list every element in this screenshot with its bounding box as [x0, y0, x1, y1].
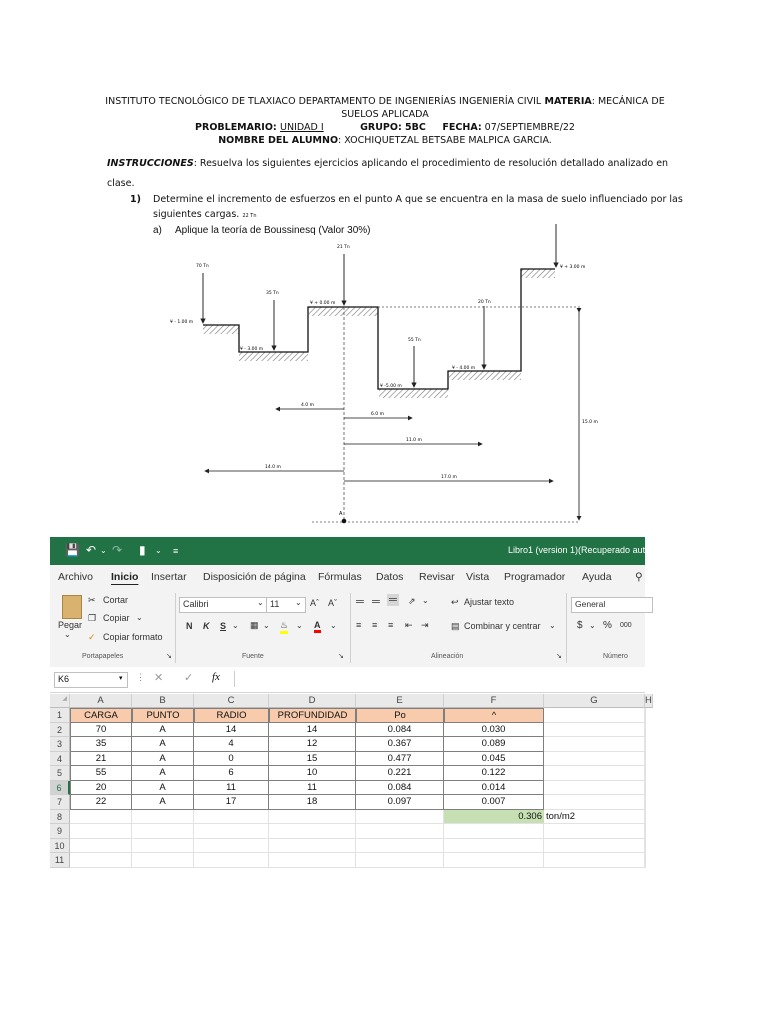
column-header-f[interactable]: F — [444, 694, 544, 708]
copy-dropdown-icon[interactable]: ⌄ — [136, 613, 143, 622]
fill-color-icon[interactable]: ♨ — [280, 620, 288, 634]
grid-cell[interactable] — [269, 839, 356, 854]
align-center-icon[interactable]: ≡ — [372, 620, 378, 630]
header-cell[interactable]: PUNTO — [132, 708, 194, 723]
tab-datos[interactable]: Datos — [376, 571, 404, 583]
materia-value: : MECÁNICA DE — [591, 96, 665, 107]
align-middle-icon[interactable]: ═ — [372, 596, 380, 608]
level-label: ¥ - 4.00 m — [452, 366, 476, 371]
cut-icon[interactable]: ✂ — [88, 595, 96, 605]
merge-icon[interactable]: ▤ — [451, 621, 460, 631]
data-cell[interactable]: 0.014 — [444, 781, 544, 796]
grid-cell[interactable] — [194, 853, 269, 868]
dialog-launcher-icon[interactable]: ↘ — [556, 653, 562, 660]
formula-input[interactable] — [236, 672, 645, 686]
data-cell[interactable]: 0.084 — [356, 781, 444, 796]
grid-cell[interactable] — [645, 723, 646, 738]
grid-cell[interactable] — [444, 824, 544, 839]
grid-cell[interactable] — [356, 839, 444, 854]
chevron-down-icon: ▾ — [119, 675, 123, 682]
tab-formulas[interactable]: Fórmulas — [318, 571, 362, 583]
load-label: 21 Tn — [337, 245, 350, 250]
load-label: 55 Tn — [408, 338, 421, 343]
grid-cell[interactable] — [70, 824, 132, 839]
grid-cell[interactable] — [132, 824, 194, 839]
decrease-font-icon[interactable]: Aˇ — [328, 598, 337, 608]
dimension-label: 15.0 m — [582, 420, 598, 425]
font-name-box[interactable] — [179, 597, 267, 613]
orientation-icon[interactable]: ⇗ — [408, 596, 416, 606]
percent-icon[interactable]: % — [603, 620, 612, 631]
load-label: 20 Tn — [478, 300, 491, 305]
column-header-c[interactable]: C — [194, 694, 269, 708]
merge-dropdown-icon[interactable]: ⌄ — [549, 621, 556, 630]
data-cell[interactable]: A — [132, 781, 194, 796]
number-format-box[interactable] — [571, 597, 653, 613]
ribbon-separator — [175, 593, 176, 663]
data-cell[interactable]: A — [132, 737, 194, 752]
borders-dropdown-icon[interactable]: ⌄ — [263, 621, 270, 630]
orientation-dropdown-icon[interactable]: ⌄ — [422, 596, 429, 605]
data-cell[interactable]: 11 — [269, 781, 356, 796]
grid-cell[interactable] — [356, 810, 444, 825]
data-cell[interactable]: 0.221 — [356, 766, 444, 781]
grid-cell[interactable] — [645, 737, 646, 752]
wrap-text-icon[interactable]: ↩ — [451, 597, 459, 607]
grid-cell[interactable] — [645, 766, 646, 781]
grid-cell[interactable] — [544, 708, 645, 723]
tab-insertar[interactable]: Insertar — [151, 571, 187, 583]
cancel-icon[interactable]: ✕ — [154, 672, 164, 684]
grid-cell[interactable] — [645, 853, 646, 868]
data-cell[interactable]: 0.122 — [444, 766, 544, 781]
fill-dropdown-icon[interactable]: ⌄ — [296, 621, 303, 630]
level-label: ¥ + 3.00 m — [560, 265, 586, 270]
font-size-value: 11 — [270, 599, 280, 609]
header-cell[interactable]: Po — [356, 708, 444, 723]
header-cell[interactable]: CARGA — [70, 708, 132, 723]
wrap-text-label[interactable]: Ajustar texto — [464, 597, 515, 607]
chevron-down-icon: ⌄ — [295, 598, 302, 607]
format-painter-icon[interactable]: ✓ — [88, 632, 96, 642]
dimension-label: 4.0 m — [301, 403, 314, 408]
data-cell[interactable]: 21 — [70, 752, 132, 767]
font-color-dropdown-icon[interactable]: ⌄ — [330, 621, 337, 630]
alumno-value: : XOCHIQUETZAL BETSABE MALPICA GARCIA. — [338, 135, 552, 146]
column-header-b[interactable]: B — [132, 694, 194, 708]
point-a-label: A — [339, 511, 343, 517]
data-cell[interactable]: 4 — [194, 737, 269, 752]
grid-cell[interactable] — [544, 766, 645, 781]
undo-icon[interactable]: ↶ — [86, 543, 97, 557]
font-name-value: Calibri — [183, 599, 209, 609]
ribbon-tabs — [50, 565, 645, 589]
formula-divider — [234, 671, 235, 687]
row-header[interactable]: 10 — [50, 839, 70, 854]
problem-number: 1) — [130, 194, 141, 205]
ribbon-home — [50, 589, 645, 668]
currency-icon[interactable]: $ — [577, 620, 583, 631]
institution-text: INSTITUTO TECNOLÓGICO DE TLAXIACO DEPARTAMENTO DE INGENIERÍAS INGENIERÍA CIVIL — [105, 96, 542, 107]
data-cell[interactable]: 6 — [194, 766, 269, 781]
ground-profile — [203, 269, 555, 389]
underline-icon[interactable]: S — [220, 621, 227, 631]
align-right-icon[interactable]: ≡ — [388, 620, 394, 630]
lightbulb-icon[interactable]: ⚲ — [635, 571, 643, 583]
select-all-corner[interactable]: ◢ — [50, 694, 70, 708]
copy-icon[interactable]: ❐ — [88, 613, 97, 623]
data-cell[interactable]: 0.477 — [356, 752, 444, 767]
customize-toolbar-icon[interactable]: ⌄ — [155, 546, 162, 555]
fecha-label: FECHA: — [442, 122, 482, 133]
formula-bar-divider-icon: ⋮ — [136, 672, 145, 682]
problem-small-label: 22 Tn — [242, 213, 257, 219]
level-label: ¥ -5.00 m — [380, 384, 402, 389]
materia-label: MATERIA — [544, 96, 592, 107]
dialog-launcher-icon[interactable]: ↘ — [166, 653, 172, 660]
data-cell[interactable]: 15 — [269, 752, 356, 767]
grid-cell[interactable] — [132, 810, 194, 825]
data-cell[interactable]: 55 — [70, 766, 132, 781]
level-label: ¥ + 0.00 m — [310, 301, 336, 306]
tab-revisar[interactable]: Revisar — [419, 571, 455, 583]
dimension-label: 17.0 m — [441, 475, 457, 480]
subitem-a-label: a) — [153, 225, 162, 236]
name-box[interactable] — [54, 672, 128, 688]
align-left-icon[interactable]: ≡ — [356, 620, 362, 630]
header-cell[interactable]: ^ — [444, 708, 544, 723]
data-cell[interactable]: 0.097 — [356, 795, 444, 810]
instructions-text: : Resuelva los siguientes ejercicios aplicando el procedimiento de resolución detallado analizado en — [193, 158, 669, 169]
grid-cell[interactable] — [544, 723, 645, 738]
row-header[interactable]: 2 — [50, 723, 70, 738]
grid-cell[interactable] — [645, 839, 646, 854]
data-cell[interactable]: 20 — [70, 781, 132, 796]
data-cell[interactable]: 17 — [194, 795, 269, 810]
group-label: Alineación — [431, 653, 464, 660]
row-header[interactable]: 8 — [50, 810, 70, 825]
row-header[interactable]: 3 — [50, 737, 70, 752]
save-icon[interactable]: 💾 — [65, 543, 80, 557]
font-size-box[interactable] — [266, 597, 306, 613]
instructions-line-2: clase. — [107, 178, 135, 189]
grid-cell[interactable] — [194, 824, 269, 839]
increase-font-icon[interactable]: Aˆ — [310, 598, 319, 608]
number-format-value: General — [575, 599, 606, 609]
dialog-launcher-icon[interactable]: ↘ — [338, 653, 344, 660]
point-a-marker — [342, 519, 347, 524]
grid-cell[interactable] — [70, 853, 132, 868]
grid-cell[interactable] — [544, 839, 645, 854]
undo-dropdown-icon[interactable]: ⌄ — [100, 546, 107, 555]
grid-cell[interactable] — [269, 824, 356, 839]
tab-inicio[interactable]: Inicio — [111, 571, 139, 583]
tab-archivo[interactable]: Archivo — [58, 571, 94, 583]
level-label: ¥ - 1.00 m — [170, 320, 194, 325]
italic-icon[interactable]: K — [203, 621, 210, 631]
grupo-text: GRUPO: 5BC — [360, 122, 426, 133]
data-cell[interactable]: 0.045 — [444, 752, 544, 767]
tab-disposicion[interactable]: Disposición de página — [203, 571, 306, 583]
chevron-down-icon: ⌄ — [257, 598, 264, 607]
grid-cell[interactable] — [645, 752, 646, 767]
header-line-2: SUELOS APLICADA — [341, 109, 429, 120]
dimension-label: 14.0 m — [265, 465, 281, 470]
grid-cell[interactable] — [194, 810, 269, 825]
increase-indent-icon[interactable]: ⇥ — [421, 620, 429, 630]
grid-cell[interactable] — [645, 824, 646, 839]
data-cell[interactable]: A — [132, 723, 194, 738]
grid-cell[interactable] — [444, 853, 544, 868]
column-header-g[interactable]: G — [544, 694, 645, 708]
alumno-label: NOMBRE DEL ALUMNO — [218, 135, 339, 146]
insert-function-icon[interactable]: fx — [212, 671, 220, 683]
more-commands-icon[interactable]: ≡ — [173, 546, 179, 556]
row-header[interactable]: 1 — [50, 708, 70, 723]
grid-cell[interactable] — [645, 708, 646, 723]
decrease-indent-icon[interactable]: ⇤ — [405, 620, 413, 630]
grid-cell[interactable] — [544, 752, 645, 767]
window-title: Libro1 (version 1)(Recuperado auto — [508, 545, 651, 555]
thousands-icon[interactable]: 000 — [620, 622, 632, 629]
excel-title-bar — [50, 537, 651, 565]
row-header[interactable]: 5 — [50, 766, 70, 781]
level-label: ¥ - 3.00 m — [240, 347, 264, 352]
data-cell[interactable]: 12 — [269, 737, 356, 752]
grid-cell[interactable] — [544, 795, 645, 810]
load-label: 70 Tn — [196, 264, 209, 269]
grid-cell[interactable] — [544, 781, 645, 796]
load-label: 35 Tn — [266, 291, 279, 296]
grid-cell[interactable] — [132, 853, 194, 868]
tab-programador[interactable]: Programador — [504, 571, 566, 583]
data-cell[interactable]: 0.084 — [356, 723, 444, 738]
data-cell[interactable]: A — [132, 766, 194, 781]
align-bottom-icon[interactable]: ═ — [389, 594, 397, 606]
dimension-label: 11.0 m — [406, 438, 422, 443]
tab-ayuda[interactable]: Ayuda — [582, 571, 612, 583]
copy-label[interactable]: Copiar — [103, 613, 130, 623]
header-cell[interactable]: PROFUNDIDAD — [269, 708, 356, 723]
problemario-value: UNIDAD I — [280, 122, 324, 133]
data-cell[interactable]: 0.089 — [444, 737, 544, 752]
group-label: Fuente — [242, 653, 264, 660]
dimension-label: 6.0 m — [371, 412, 384, 417]
group-label: Portapapeles — [82, 653, 124, 660]
data-cell[interactable]: 0.007 — [444, 795, 544, 810]
cut-label[interactable]: Cortar — [103, 595, 129, 605]
soil-hatch — [203, 325, 239, 334]
data-cell[interactable]: 22 — [70, 795, 132, 810]
data-cell[interactable]: 0 — [194, 752, 269, 767]
currency-dropdown-icon[interactable]: ⌄ — [589, 621, 596, 630]
row-header[interactable]: 4 — [50, 752, 70, 767]
data-cell[interactable]: 0.030 — [444, 723, 544, 738]
bold-icon[interactable]: N — [186, 621, 193, 631]
grid-cell[interactable] — [645, 795, 646, 810]
font-color-icon[interactable]: A — [314, 620, 321, 633]
row-header[interactable]: 9 — [50, 824, 70, 839]
problem-text: Determine el incremento de esfuerzos en el punto A que se encuentra en la masa de suelo influenciado por las — [153, 194, 683, 205]
grid-cell[interactable] — [645, 781, 646, 796]
header-cell[interactable]: RADIO — [194, 708, 269, 723]
data-cell[interactable]: A — [132, 752, 194, 767]
redo-icon[interactable]: ↷ — [112, 543, 123, 557]
name-box-value: K6 — [58, 674, 70, 684]
data-cell[interactable]: A — [132, 795, 194, 810]
fecha-value: 07/SEPTIEMBRE/22 — [481, 122, 575, 133]
ribbon-separator — [566, 593, 567, 663]
grid-cell[interactable] — [645, 810, 646, 825]
grid-cell[interactable] — [544, 737, 645, 752]
column-header-e[interactable]: E — [356, 694, 444, 708]
group-label: Número — [603, 653, 628, 660]
column-header-d[interactable]: D — [269, 694, 356, 708]
underline-dropdown-icon[interactable]: ⌄ — [232, 621, 239, 630]
data-cell[interactable]: 0.367 — [356, 737, 444, 752]
grid-cell[interactable] — [70, 839, 132, 854]
grid-cell[interactable] — [269, 810, 356, 825]
grid-cell[interactable] — [544, 824, 645, 839]
problem-text-2-main: siguientes cargas. — [153, 209, 240, 220]
grid-cell[interactable] — [70, 810, 132, 825]
chart-icon[interactable]: ▮ — [139, 543, 146, 557]
problemario-label: PROBLEMARIO: — [195, 122, 277, 133]
align-top-icon[interactable]: ═ — [356, 596, 364, 608]
instructions-label: INSTRUCCIONES — [107, 158, 194, 169]
soil-hatch — [379, 389, 448, 398]
data-cell[interactable]: 14 — [194, 723, 269, 738]
grid-cell[interactable] — [356, 853, 444, 868]
row-header[interactable]: 7 — [50, 795, 70, 810]
borders-icon[interactable]: ▦ — [250, 620, 259, 630]
grid-cell[interactable] — [544, 853, 645, 868]
column-header-h[interactable]: H — [645, 695, 652, 706]
merge-label[interactable]: Combinar y centrar — [464, 621, 541, 631]
formula-bar — [50, 667, 645, 693]
data-cell[interactable]: 14 — [269, 723, 356, 738]
paste-dropdown-icon[interactable]: ⌄ — [64, 630, 71, 639]
paste-label[interactable]: Pegar — [58, 620, 83, 630]
grid-cell[interactable] — [444, 839, 544, 854]
data-cell[interactable]: 11 — [194, 781, 269, 796]
grid-cell[interactable] — [356, 824, 444, 839]
row-header[interactable]: 6 — [50, 781, 70, 796]
grid-cell[interactable] — [132, 839, 194, 854]
soil-hatch — [309, 307, 378, 316]
soil-hatch — [521, 269, 555, 278]
soil-hatch — [449, 371, 521, 380]
subitem-a-text: Aplique la teoría de Boussinesq (Valor 30%) — [175, 225, 371, 236]
tab-vista[interactable]: Vista — [466, 571, 490, 583]
column-header-a[interactable]: A — [70, 694, 132, 708]
enter-icon[interactable]: ✓ — [184, 672, 194, 684]
excel-window — [50, 537, 652, 865]
grid-cell[interactable] — [269, 853, 356, 868]
row-header[interactable]: 11 — [50, 853, 70, 868]
data-cell[interactable]: 18 — [269, 795, 356, 810]
data-cell[interactable]: 10 — [269, 766, 356, 781]
data-cell[interactable]: 35 — [70, 737, 132, 752]
soil-hatch — [239, 352, 308, 361]
paste-icon[interactable] — [62, 595, 82, 619]
grid-cell[interactable] — [194, 839, 269, 854]
total-cell[interactable]: 0.306 — [444, 810, 544, 825]
unit-cell[interactable]: ton/m2 — [544, 810, 645, 825]
data-cell[interactable]: 70 — [70, 723, 132, 738]
format-painter-label[interactable]: Copiar formato — [103, 632, 163, 642]
ribbon-separator — [350, 593, 351, 663]
